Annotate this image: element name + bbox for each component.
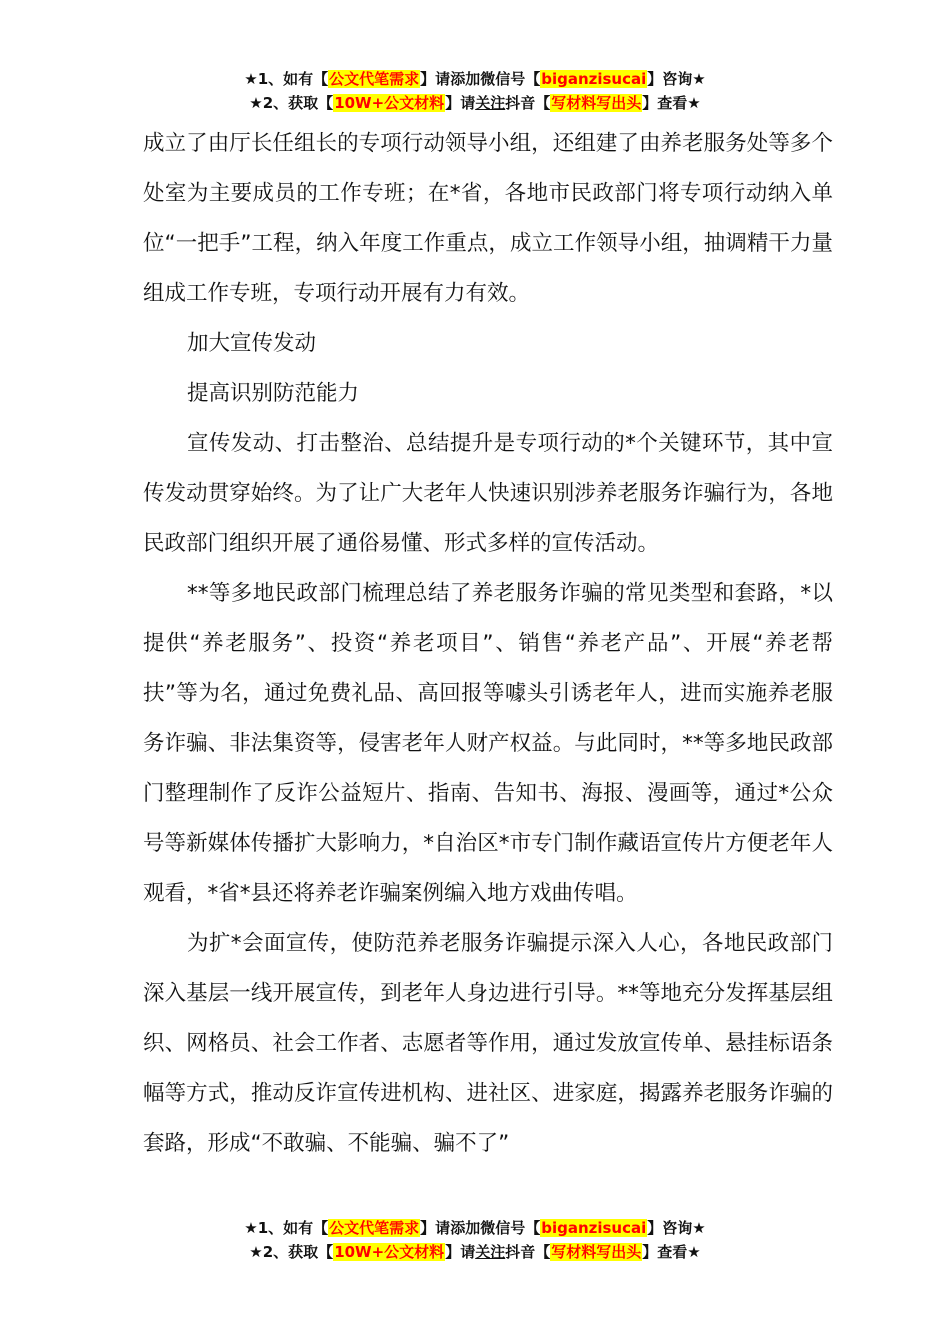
footer-text: 】查看★ [642, 1243, 701, 1261]
star-icon: ★ [249, 94, 263, 112]
header-text: 关注 [475, 94, 506, 112]
footer-text: 2、获取【 [262, 1243, 334, 1261]
footer-text: 1、如有【 [257, 1219, 329, 1237]
highlight-wechat-id: biganzisucai [541, 70, 647, 88]
header-banner [0, 67, 950, 115]
section-heading-2: 提高识别防范能力 [187, 381, 360, 406]
header-line-1 [0, 67, 950, 91]
footer-line-2 [0, 1240, 950, 1264]
footer-text: 抖音【 [505, 1243, 551, 1261]
header-text: 】查看★ [642, 94, 701, 112]
header-text: 抖音【 [505, 94, 551, 112]
highlight-materials: 10W+公文材料 [334, 94, 445, 112]
highlight-service: 公文代笔需求 [329, 1219, 420, 1237]
header-text: 】请 [445, 94, 476, 112]
footer-text: 添加 [450, 1219, 481, 1237]
header-line-2 [0, 91, 950, 115]
star-icon: ★ [244, 1219, 258, 1237]
footer-text: 关注 [475, 1243, 506, 1261]
header-text: 】请 [420, 70, 451, 88]
footer-line-1 [0, 1216, 950, 1240]
header-text: 2、获取【 [262, 94, 334, 112]
footer-text: 】咨询★ [647, 1219, 706, 1237]
footer-banner [0, 1216, 950, 1264]
paragraph-1: 成立了由厅长任组长的专项行动领导小组，还组建了由养老服务处等多个处室为主要成员的工作专班；在*省，各地市民政部门将专项行动纳入单位“一把手”工程，纳入年度工作重点，成立工作领导小组，抽调精干力量组成工作专班，专项行动开展有力有效。 [143, 131, 833, 306]
header-text: 添加 [450, 70, 481, 88]
section-heading-1: 加大宣传发动 [187, 331, 317, 356]
footer-text: 微信号【 [480, 1219, 541, 1237]
header-text: 1、如有【 [257, 70, 329, 88]
paragraph-2: 宣传发动、打击整治、总结提升是专项行动的*个关键环节，其中宣传发动贯穿始终。为了让广大老年人快速识别涉养老服务诈骗行为，各地民政部门组织开展了通俗易懂、形式多样的宣传活动。 [143, 431, 833, 556]
footer-text: 】请 [420, 1219, 451, 1237]
header-text: 微信号【 [480, 70, 541, 88]
star-icon: ★ [249, 1243, 263, 1261]
highlight-douyin: 写材料写出头 [551, 94, 642, 112]
highlight-wechat-id: biganzisucai [541, 1219, 647, 1237]
highlight-douyin: 写材料写出头 [551, 1243, 642, 1261]
paragraph-3: **等多地民政部门梳理总结了养老服务诈骗的常见类型和套路，*以提供“养老服务”、投资“养老项目”、销售“养老产品”、开展“养老帮扶”等为名，通过免费礼品、高回报等噱头引诱老年人，进而实施养老服务诈骗、非法集资等，侵害老年人财产权益。与此同时，**等多地民政部门整理制作了反诈公益短片、指南、告知书、海报、漫画等，通过*公众号等新媒体传播扩大影响力，*自治区*市专门制作藏语宣传片方便老年人观看，*省*县还将养老诈骗案例编入地方戏曲传唱。 [143, 581, 833, 906]
star-icon: ★ [244, 70, 258, 88]
header-text: 】咨询★ [647, 70, 706, 88]
footer-text: 】请 [445, 1243, 476, 1261]
paragraph-4: 为扩*会面宣传，使防范养老服务诈骗提示深入人心，各地民政部门深入基层一线开展宣传，到老年人身边进行引导。**等地充分发挥基层组织、网格员、社会工作者、志愿者等作用，通过发放宣传单、悬挂标语条幅等方式，推动反诈宣传进机构、进社区、进家庭，揭露养老服务诈骗的套路，形成“不敢骗、不能骗、骗不了” [143, 931, 833, 1156]
document-body [143, 119, 833, 1169]
highlight-materials: 10W+公文材料 [334, 1243, 445, 1261]
highlight-service: 公文代笔需求 [329, 70, 420, 88]
